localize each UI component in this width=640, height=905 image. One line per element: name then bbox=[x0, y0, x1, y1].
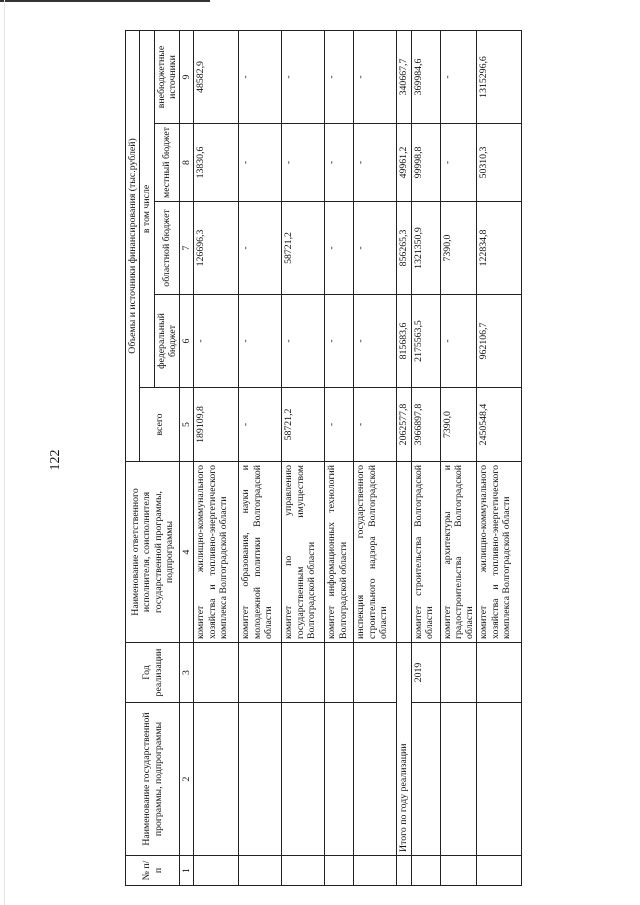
col-number: 7 bbox=[180, 202, 194, 295]
federal-cell: - bbox=[354, 295, 397, 388]
header-total: всего bbox=[140, 388, 180, 462]
page-number: 122 bbox=[48, 449, 63, 471]
financing-table bbox=[125, 30, 522, 886]
total-row bbox=[397, 30, 411, 885]
executor-cell: комитет информационных технологий Волгоградской области bbox=[325, 462, 354, 643]
header-funding: Объемы и источники финансирования (тыс.рублей) bbox=[126, 30, 140, 461]
local-cell: 99998,8 bbox=[411, 124, 440, 202]
extra-cell: - bbox=[239, 30, 282, 123]
executor-cell: инспекция государственного строительного надзора Волгоградской области bbox=[354, 462, 397, 643]
extra-cell: - bbox=[354, 30, 397, 123]
header-executor: Наименование ответственного исполнителя, соисполнителя государственной программы, подпрограммы bbox=[126, 462, 180, 643]
regional-cell: 1321350,9 bbox=[411, 202, 440, 295]
total-cell: 189109,8 bbox=[194, 388, 239, 462]
col-number: 2 bbox=[180, 703, 194, 856]
local-cell: 50310,3 bbox=[477, 124, 522, 202]
header-year: Год реализации bbox=[126, 643, 180, 703]
executor-cell: комитет жилищно-коммунального хозяйства и топливно-энергетического комплекса Волгоградской области bbox=[194, 462, 239, 643]
total-cell: 3966897,8 bbox=[411, 388, 440, 462]
total-cell: 2062577,8 bbox=[397, 388, 411, 462]
table-row bbox=[354, 30, 397, 885]
col-number: 9 bbox=[180, 30, 194, 123]
header-num: № п/п bbox=[126, 856, 180, 886]
extra-cell: - bbox=[282, 30, 325, 123]
extra-cell: - bbox=[440, 30, 477, 123]
scan-edge bbox=[0, 0, 210, 2]
regional-cell: 856265,3 bbox=[397, 202, 411, 295]
executor-cell: комитет по управлению государственным имуществом Волгоградской области bbox=[282, 462, 325, 643]
executor-cell: комитет архитектуры и градостроительства Волгоградской области bbox=[440, 462, 477, 643]
header-local: местный бюджет bbox=[154, 124, 180, 202]
header-program: Наименование государственной программы, подпрограммы bbox=[126, 703, 180, 856]
col-number: 3 bbox=[180, 643, 194, 703]
col-number: 1 bbox=[180, 856, 194, 886]
rotated-table-container bbox=[125, 31, 605, 886]
extra-cell: 340667,7 bbox=[397, 30, 411, 123]
local-cell: 49961,2 bbox=[397, 124, 411, 202]
header-regional: областной бюджет bbox=[154, 202, 180, 295]
executor-cell: комитет жилищно-коммунального хозяйства и топливно-энергетического комплекса Волгоградской области bbox=[477, 462, 522, 643]
regional-cell: 122834,8 bbox=[477, 202, 522, 295]
total-cell: 2450548,4 bbox=[477, 388, 522, 462]
extra-cell: - bbox=[325, 30, 354, 123]
col-number: 5 bbox=[180, 388, 194, 462]
regional-cell: 7390,0 bbox=[440, 202, 477, 295]
local-cell: - bbox=[282, 124, 325, 202]
col-number: 4 bbox=[180, 462, 194, 643]
extra-cell: 369984,6 bbox=[411, 30, 440, 123]
header-extra: внебюджетные источники bbox=[154, 30, 180, 123]
regional-cell: - bbox=[239, 202, 282, 295]
extra-cell: 1315296,6 bbox=[477, 30, 522, 123]
total-cell: - bbox=[354, 388, 397, 462]
header-federal: федеральный бюджет bbox=[154, 295, 180, 388]
regional-cell: 126696,3 bbox=[194, 202, 239, 295]
total-cell: 7390,0 bbox=[440, 388, 477, 462]
federal-cell: 2175563,5 bbox=[411, 295, 440, 388]
table-row bbox=[411, 30, 440, 885]
federal-cell: - bbox=[282, 295, 325, 388]
table-row bbox=[194, 30, 239, 885]
federal-cell: - bbox=[325, 295, 354, 388]
regional-cell: - bbox=[354, 202, 397, 295]
table-row bbox=[282, 30, 325, 885]
col-number: 6 bbox=[180, 295, 194, 388]
total-label: Итого по году реализации bbox=[397, 643, 411, 856]
table-row bbox=[477, 30, 522, 885]
regional-cell: - bbox=[325, 202, 354, 295]
table-row bbox=[325, 30, 354, 885]
scan-shadow bbox=[4, 0, 5, 905]
federal-cell: 962106,7 bbox=[477, 295, 522, 388]
total-cell: 58721,2 bbox=[282, 388, 325, 462]
total-cell: - bbox=[239, 388, 282, 462]
col-number: 8 bbox=[180, 124, 194, 202]
table-row bbox=[440, 30, 477, 885]
column-number-row bbox=[180, 30, 194, 885]
federal-cell: - bbox=[440, 295, 477, 388]
local-cell: - bbox=[440, 124, 477, 202]
local-cell: - bbox=[239, 124, 282, 202]
local-cell: - bbox=[325, 124, 354, 202]
header-including: в том числе bbox=[140, 30, 154, 387]
regional-cell: 58721,2 bbox=[282, 202, 325, 295]
federal-cell: 815683,6 bbox=[397, 295, 411, 388]
year-cell: 2019 bbox=[411, 643, 440, 703]
executor-cell: комитет строительства Волгоградской области bbox=[411, 462, 440, 643]
local-cell: - bbox=[354, 124, 397, 202]
total-cell: - bbox=[325, 388, 354, 462]
federal-cell: - bbox=[194, 295, 239, 388]
executor-cell: комитет образования, науки и молодежной политики Волгоградской области bbox=[239, 462, 282, 643]
table-row bbox=[239, 30, 282, 885]
extra-cell: 48582,9 bbox=[194, 30, 239, 123]
local-cell: 13830,6 bbox=[194, 124, 239, 202]
federal-cell: - bbox=[239, 295, 282, 388]
